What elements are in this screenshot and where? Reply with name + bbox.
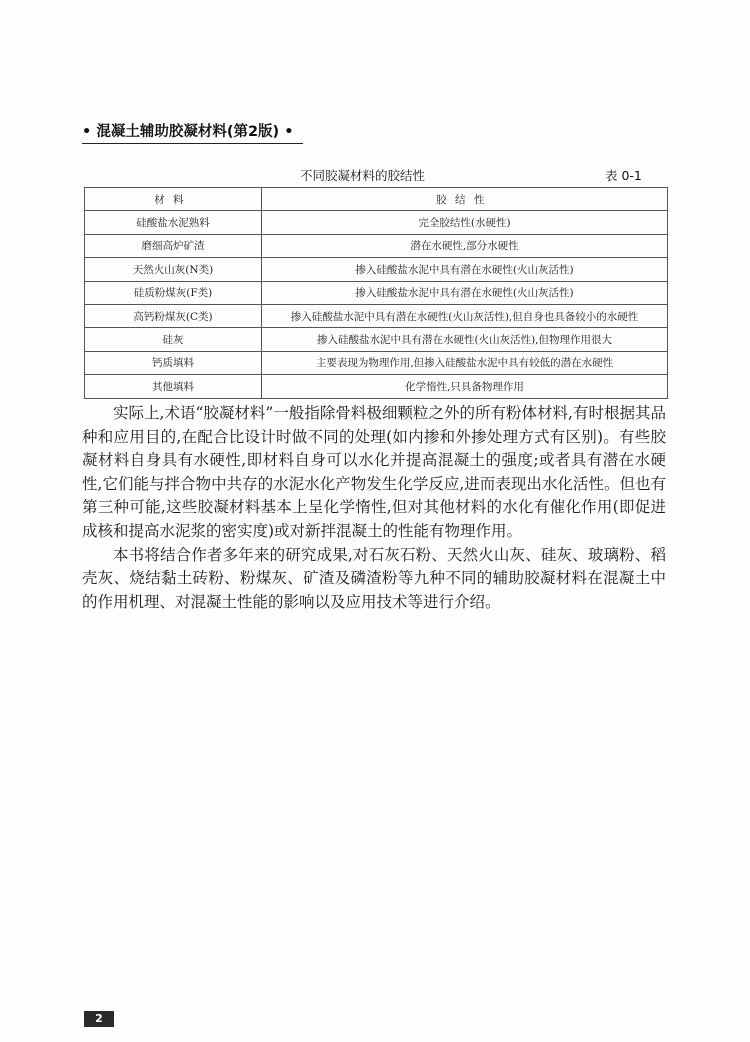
table-row xyxy=(85,375,668,398)
material-cell: 硅质粉煤灰(F类) xyxy=(85,281,262,304)
running-header-title: • 混凝土辅助胶凝材料(第2版) • xyxy=(82,124,294,140)
table-header-row xyxy=(85,188,668,211)
table-row xyxy=(85,258,668,281)
header-rule xyxy=(82,143,303,144)
paragraph: 本书将结合作者多年来的研究成果,对石灰石粉、天然火山灰、硅灰、玻璃粉、稻壳灰、烧结黏土砖粉、粉煤灰、矿渣及磷渣粉等九种不同的辅助胶凝材料在混凝土中的作用机理、对混凝土性能的影响以及应用技术等进行介绍。 xyxy=(82,545,666,611)
property-cell: 掺入硅酸盐水泥中具有潜在水硬性(火山灰活性) xyxy=(262,281,668,304)
table-row xyxy=(85,304,668,327)
table-row xyxy=(85,234,668,257)
table-row xyxy=(85,281,668,304)
column-header-material: 材料 xyxy=(85,188,262,211)
material-cell: 高钙粉煤灰(C类) xyxy=(85,304,262,327)
property-cell: 主要表现为物理作用,但掺入硅酸盐水泥中具有较低的潜在水硬性 xyxy=(262,351,668,374)
material-cell: 磨细高炉矿渣 xyxy=(85,234,262,257)
property-cell: 完全胶结性(水硬性) xyxy=(262,211,668,234)
material-cell: 硅酸盐水泥熟料 xyxy=(85,211,262,234)
property-cell: 化学惰性,只具备物理作用 xyxy=(262,375,668,398)
table-row xyxy=(85,211,668,234)
material-cell: 天然火山灰(N类) xyxy=(85,258,262,281)
property-cell: 掺入硅酸盐水泥中具有潜在水硬性(火山灰活性) xyxy=(262,258,668,281)
table-row xyxy=(85,351,668,374)
binder-properties-table xyxy=(84,187,668,399)
property-cell: 掺入硅酸盐水泥中具有潜在水硬性(火山灰活性),但自身也具备较小的水硬性 xyxy=(262,304,668,327)
table-number: 表 0-1 xyxy=(605,168,642,183)
material-cell: 硅灰 xyxy=(85,328,262,351)
column-header-property: 胶结性 xyxy=(262,188,668,211)
table-caption: 不同胶凝材料的胶结性 xyxy=(300,168,426,183)
body-text xyxy=(82,402,666,614)
property-cell: 潜在水硬性,部分水硬性 xyxy=(262,234,668,257)
paragraph: 实际上,术语“胶凝材料”一般指除骨料极细颗粒之外的所有粉体材料,有时根据其品种和应用目的,在配合比设计时做不同的处理(如内掺和外掺处理方式有区别)。有些胶凝材料自身具有水硬性,即材料自身可以水化并提高混凝土的强度;或者具有潜在水硬性,它们能与拌合物中共存的水泥水化产物发生化学反应,进而表现出水化活性。但也有第三种可能,这些胶凝材料基本上呈化学惰性,但对其他材料的水化有催化作用(即促进成核和提高水泥浆的密实度)或对新拌混凝土的性能有物理作用。 xyxy=(82,404,666,540)
table-row xyxy=(85,328,668,351)
property-cell: 掺入硅酸盐水泥中具有潜在水硬性(火山灰活性),但物理作用很大 xyxy=(262,328,668,351)
page-number: 2 xyxy=(84,1011,114,1027)
material-cell: 钙质填料 xyxy=(85,351,262,374)
material-cell: 其他填料 xyxy=(85,375,262,398)
